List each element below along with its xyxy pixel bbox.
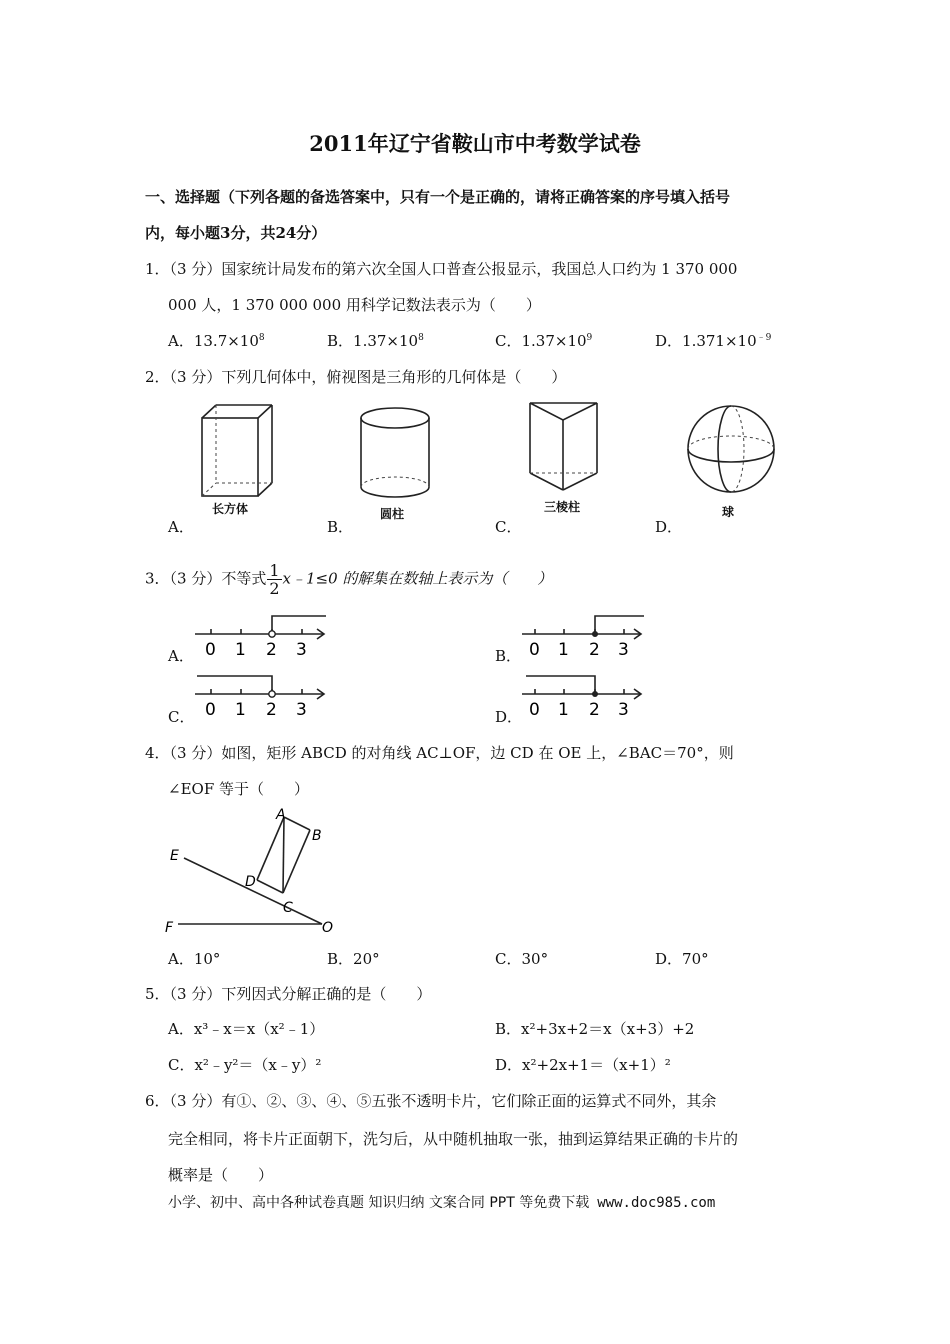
prism-caption: 三棱柱 xyxy=(544,500,581,514)
cuboid-caption: 长方体 xyxy=(212,502,249,516)
section-heading-line1: 一、选择题（下列各题的备选答案中，只有一个是正确的，请将正确答案的序号填入括号 xyxy=(145,188,731,206)
cylinder-caption: 圆柱 xyxy=(380,507,405,521)
tick-label-2: 2 xyxy=(266,700,277,720)
q2-label-a: A． xyxy=(168,518,194,536)
footer-url[interactable]: www.doc985.com xyxy=(597,1195,716,1211)
tick-label-2: 2 xyxy=(589,640,600,660)
q3-label-b: B． xyxy=(495,647,522,665)
number-line-d xyxy=(520,672,650,720)
q4-option-d: D．70° xyxy=(655,950,709,968)
point-label-f: F xyxy=(165,920,174,936)
number-line-b xyxy=(520,612,650,660)
q4-option-b: B．20° xyxy=(327,950,380,968)
footer-text: 小学、初中、高中各种试卷真题 知识归纳 文案合同 PPT 等免费下载 xyxy=(168,1195,590,1211)
tick-label-3: 3 xyxy=(296,700,307,720)
q1-stem-line1: 1．（3 分）国家统计局发布的第六次全国人口普查公报显示，我国总人口约为 1 370 000 xyxy=(145,260,738,278)
q6-stem-line2: 完全相同，将卡片正面朝下，洗匀后，从中随机抽取一张，抽到运算结果正确的卡片的 xyxy=(168,1130,739,1148)
q3-stem: 3．（3 分）不等式 $\frac{1}{2}$ x﹣1≤0 的解集在数轴上表示为（ ） xyxy=(145,561,553,598)
tick-label-3: 3 xyxy=(296,640,307,660)
q6-stem-line3: 概率是（ ） xyxy=(168,1166,274,1184)
q6-stem-line1: 6．（3 分）有①、②、③、④、⑤五张不透明卡片，它们除正面的运算式不同外，其余 xyxy=(145,1092,717,1110)
q4-stem-line2: ∠EOF 等于（ ） xyxy=(168,780,309,798)
triangular-prism-figure xyxy=(525,398,605,498)
tick-label-0: 0 xyxy=(205,700,216,720)
point-label-a: A xyxy=(276,807,286,823)
q5-option-a: A．x³﹣x＝x（x²﹣1） xyxy=(168,1020,325,1038)
tick-label-1: 1 xyxy=(235,700,246,720)
tick-label-3: 3 xyxy=(618,640,629,660)
point-label-c: C xyxy=(283,900,293,916)
q1-option-a: A．$13.7\times 10^8$ xyxy=(168,332,265,350)
q1-option-c: C．$1.37\times 10^9$ xyxy=(495,332,593,350)
q4-option-a: A．10° xyxy=(168,950,221,968)
q5-option-c: C．x²﹣y²＝（x﹣y）² xyxy=(168,1056,322,1074)
q2-label-b: B． xyxy=(327,518,354,536)
number-line-a xyxy=(193,612,333,660)
tick-label-2: 2 xyxy=(589,700,600,720)
q3-fraction: $\frac{1}{2}$ xyxy=(269,561,280,598)
q1-option-d: D．$1.371\times 10^{﹣9}$ xyxy=(655,332,772,350)
section-heading-line2: 内，每小题3分，共24分） xyxy=(145,224,327,242)
footer xyxy=(168,1192,715,1212)
number-line-c xyxy=(193,672,333,720)
tick-label-0: 0 xyxy=(529,700,540,720)
tick-label-1: 1 xyxy=(235,640,246,660)
tick-label-0: 0 xyxy=(529,640,540,660)
q1-option-b: B．$1.37\times 10^8$ xyxy=(327,332,424,350)
q5-stem: 5．（3 分）下列因式分解正确的是（ ） xyxy=(145,985,432,1003)
q3-label-a: A． xyxy=(168,647,194,665)
q5-option-d: D．x²+2x+1＝（x+1）² xyxy=(495,1056,671,1074)
tick-label-1: 1 xyxy=(558,640,569,660)
tick-label-1: 1 xyxy=(558,700,569,720)
point-label-e: E xyxy=(170,848,179,864)
sphere-figure xyxy=(683,403,779,499)
q4-option-c: C．30° xyxy=(495,950,549,968)
point-label-d: D xyxy=(245,874,256,890)
tick-label-2: 2 xyxy=(266,640,277,660)
q3-label-d: D． xyxy=(495,708,523,726)
point-label-o: O xyxy=(322,920,334,936)
q4-stem-line1: 4．（3 分）如图，矩形 ABCD 的对角线 AC⊥OF，边 CD 在 OE 上，∠BAC＝70°，则 xyxy=(145,744,734,762)
q3-label-c: C． xyxy=(168,708,195,726)
q1-stem-line2: 000 人，1 370 000 000 用科学记数法表示为（ ） xyxy=(168,296,541,314)
page-title: 2011年辽宁省鞍山市中考数学试卷 xyxy=(309,131,641,156)
q5-option-b: B．x²+3x+2＝x（x+3）+2 xyxy=(495,1020,695,1038)
tick-label-0: 0 xyxy=(205,640,216,660)
q2-stem: 2．（3 分）下列几何体中，俯视图是三角形的几何体是（ ） xyxy=(145,368,567,386)
tick-label-3: 3 xyxy=(618,700,629,720)
q4-rectangle-figure xyxy=(160,805,345,940)
point-label-b: B xyxy=(312,828,322,844)
q2-label-c: C． xyxy=(495,518,522,536)
sphere-caption: 球 xyxy=(722,505,735,519)
cylinder-figure xyxy=(355,405,435,505)
q2-label-d: D． xyxy=(655,518,683,536)
